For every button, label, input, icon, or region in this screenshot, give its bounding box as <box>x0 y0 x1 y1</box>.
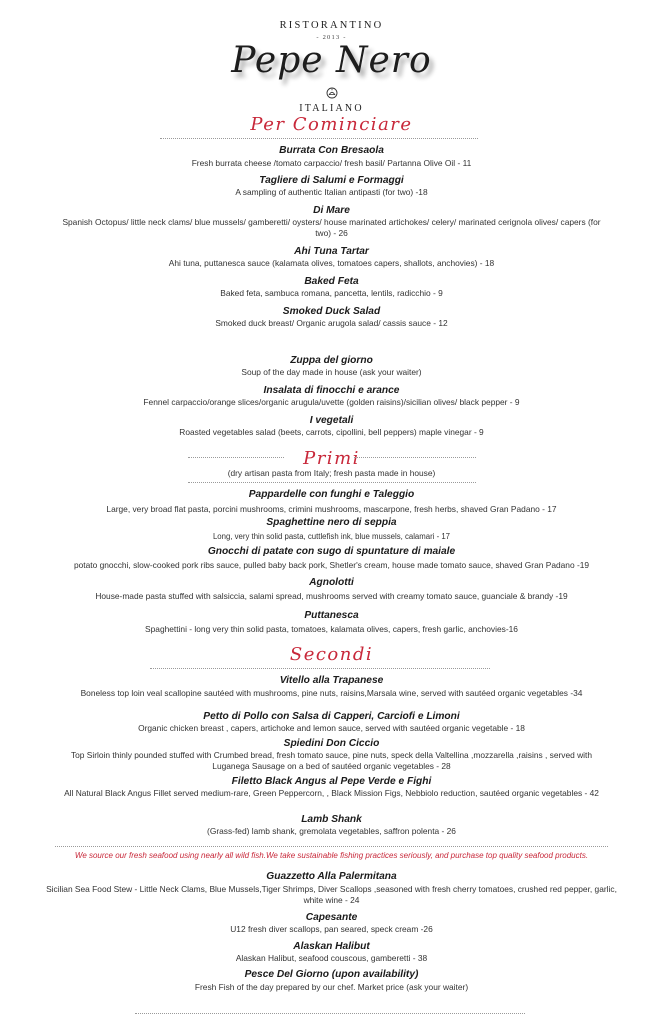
item-description: Boneless top loin veal scallopine sautéed with mushrooms, pine nuts, raisins,Marsala wine, served with sautéed organic vegetables -34 <box>80 688 583 698</box>
section-title-starters: Per Cominciare <box>250 114 413 135</box>
section-subtitle: (dry artisan pasta from Italy; fresh pasta made in house) <box>227 468 436 478</box>
item-description: Smoked duck breast/ Organic arugola salad/ cassis sauce - 12 <box>215 318 448 328</box>
item-description: All Natural Black Angus Fillet served medium-rare, Green Peppercorn, , Black Mission Figs, Nebbiolo reduction, sautéed organic vegetables - 42 <box>64 788 599 798</box>
section-title-primi: Primi <box>303 448 360 469</box>
item-name: Guazzetto Alla Palermitana <box>266 871 397 882</box>
logo-ristorantino: RISTORANTINO <box>279 20 384 31</box>
item-name: Filetto Black Angus al Pepe Verde e Fighi <box>231 776 432 787</box>
item-name: Baked Feta <box>304 276 359 287</box>
item-description: Ahi tuna, puttanesca sauce (kalamata olives, tomatoes capers, shallots, anchovies) - 18 <box>168 258 495 268</box>
item-description: Soup of the day made in house (ask your waiter) <box>241 367 422 377</box>
item-description: Spanish Octopus/ little neck clams/ blue mussels/ gamberetti/ oysters/ house marinated artichokes/ celery/ marinated cerignola olives/ capers (for two) - 26 <box>62 217 601 238</box>
item-name: Ahi Tuna Tartar <box>294 246 369 257</box>
item-description: Baked feta, sambuca romana, pancetta, lentils, radicchio - 9 <box>220 288 443 298</box>
divider <box>135 1013 525 1014</box>
item-description: Alaskan Halibut, seafood couscous, gamberetti - 38 <box>235 953 428 963</box>
item-description: Fresh burrata cheese /tomato carpaccio/ fresh basil/ Partanna Olive Oil - 11 <box>191 158 472 168</box>
item-name: Insalata di finocchi e arance <box>263 385 400 396</box>
item-description: (Grass-fed) lamb shank, gremolata vegetables, saffron polenta - 26 <box>207 826 456 836</box>
divider <box>55 846 608 847</box>
item-description: House-made pasta stuffed with salsiccia, salami spread, mushrooms served with creamy tomato sauce, guanciale & brandy -19 <box>95 591 568 601</box>
item-description: Spaghettini - long very thin solid pasta, tomatoes, kalamata olives, capers, fresh garlic, anchovies-16 <box>145 624 518 634</box>
item-name: Pappardelle con funghi e Taleggio <box>248 489 415 500</box>
item-description: U12 fresh diver scallops, pan seared, speck cream -26 <box>230 924 433 934</box>
logo-name: Pepe Nero <box>231 40 432 81</box>
item-name: Burrata Con Bresaola <box>279 145 384 156</box>
item-name: Zuppa del giorno <box>290 355 373 366</box>
logo-italiano: ITALIANO <box>299 103 364 114</box>
item-name: Vitello alla Trapanese <box>279 675 384 686</box>
divider <box>188 482 476 483</box>
item-description: Organic chicken breast , capers, artichoke and lemon sauce, served with sautéed organic vegetable - 18 <box>138 723 525 733</box>
item-description: Top Sirloin thinly pounded stuffed with Crumbed bread, fresh tomato sauce, pine nuts, speck della Valtellina ,mozzarella ,raisins , served with Luganega Sausage on a bed of sautéed organic vegetables - 28 <box>70 750 593 771</box>
item-name: Alaskan Halibut <box>293 941 370 952</box>
item-name: Agnolotti <box>309 577 354 588</box>
item-description: Roasted vegetables salad (beets, carrots, cipollini, bell peppers) maple vinegar - 9 <box>179 427 484 437</box>
section-title-secondi: Secondi <box>289 644 374 665</box>
item-name: Petto di Pollo con Salsa di Capperi, Carciofi e Limoni <box>203 711 460 722</box>
item-description: Fennel carpaccio/orange slices/organic arugula/uvette (golden raisins)/sicilian olives/ black pepper - 9 <box>143 397 520 407</box>
divider <box>188 457 284 458</box>
item-description: Fresh Fish of the day prepared by our chef. Market price (ask your waiter) <box>194 982 469 992</box>
item-name: Spaghettine nero di seppia <box>266 517 397 528</box>
logo-year: - 2013 - <box>316 34 347 41</box>
divider <box>160 138 478 139</box>
item-description: A sampling of authentic Italian antipasti (for two) -18 <box>235 187 428 197</box>
item-name: Gnocchi di patate con sugo di spuntature di maiale <box>207 546 456 557</box>
divider <box>150 668 490 669</box>
item-name: I vegetali <box>309 415 354 426</box>
bell-pepper-emblem-icon <box>0 86 663 100</box>
item-description: Sicilian Sea Food Stew - Little Neck Clams, Blue Mussels,Tiger Shrimps, Diver Scallops ,seasoned with fresh cherry tomatoes, crushed red pepper, garlic, white wine - 24 <box>46 884 617 905</box>
item-name: Smoked Duck Salad <box>282 306 381 317</box>
divider <box>354 457 476 458</box>
item-name: Lamb Shank <box>301 814 362 825</box>
item-name: Puttanesca <box>304 610 359 621</box>
item-description: Large, very broad flat pasta, porcini mushrooms, crimini mushrooms, mascarpone, fresh herbs, shaved Gran Padano - 17 <box>106 504 557 514</box>
item-name: Di Mare <box>313 205 350 216</box>
item-description: Long, very thin solid pasta, cuttlefish ink, blue mussels, calamari - 17 <box>212 532 451 541</box>
item-name: Tagliere di Salumi e Formaggi <box>259 175 404 186</box>
item-name: Pesce Del Giorno (upon availability) <box>244 969 419 980</box>
item-name: Spiedini Don Ciccio <box>283 738 380 749</box>
item-description: potato gnocchi, slow-cooked pork ribs sauce, pulled baby back pork, Shetler's cream, house made tomato sauce, shaved Gran Padano -19 <box>73 560 590 570</box>
seafood-sourcing-note: We source our fresh seafood using nearly all wild fish.We take sustainable fishing practices seriously, and purchase top quality seafood products. <box>74 851 589 860</box>
item-name: Capesante <box>305 912 358 923</box>
